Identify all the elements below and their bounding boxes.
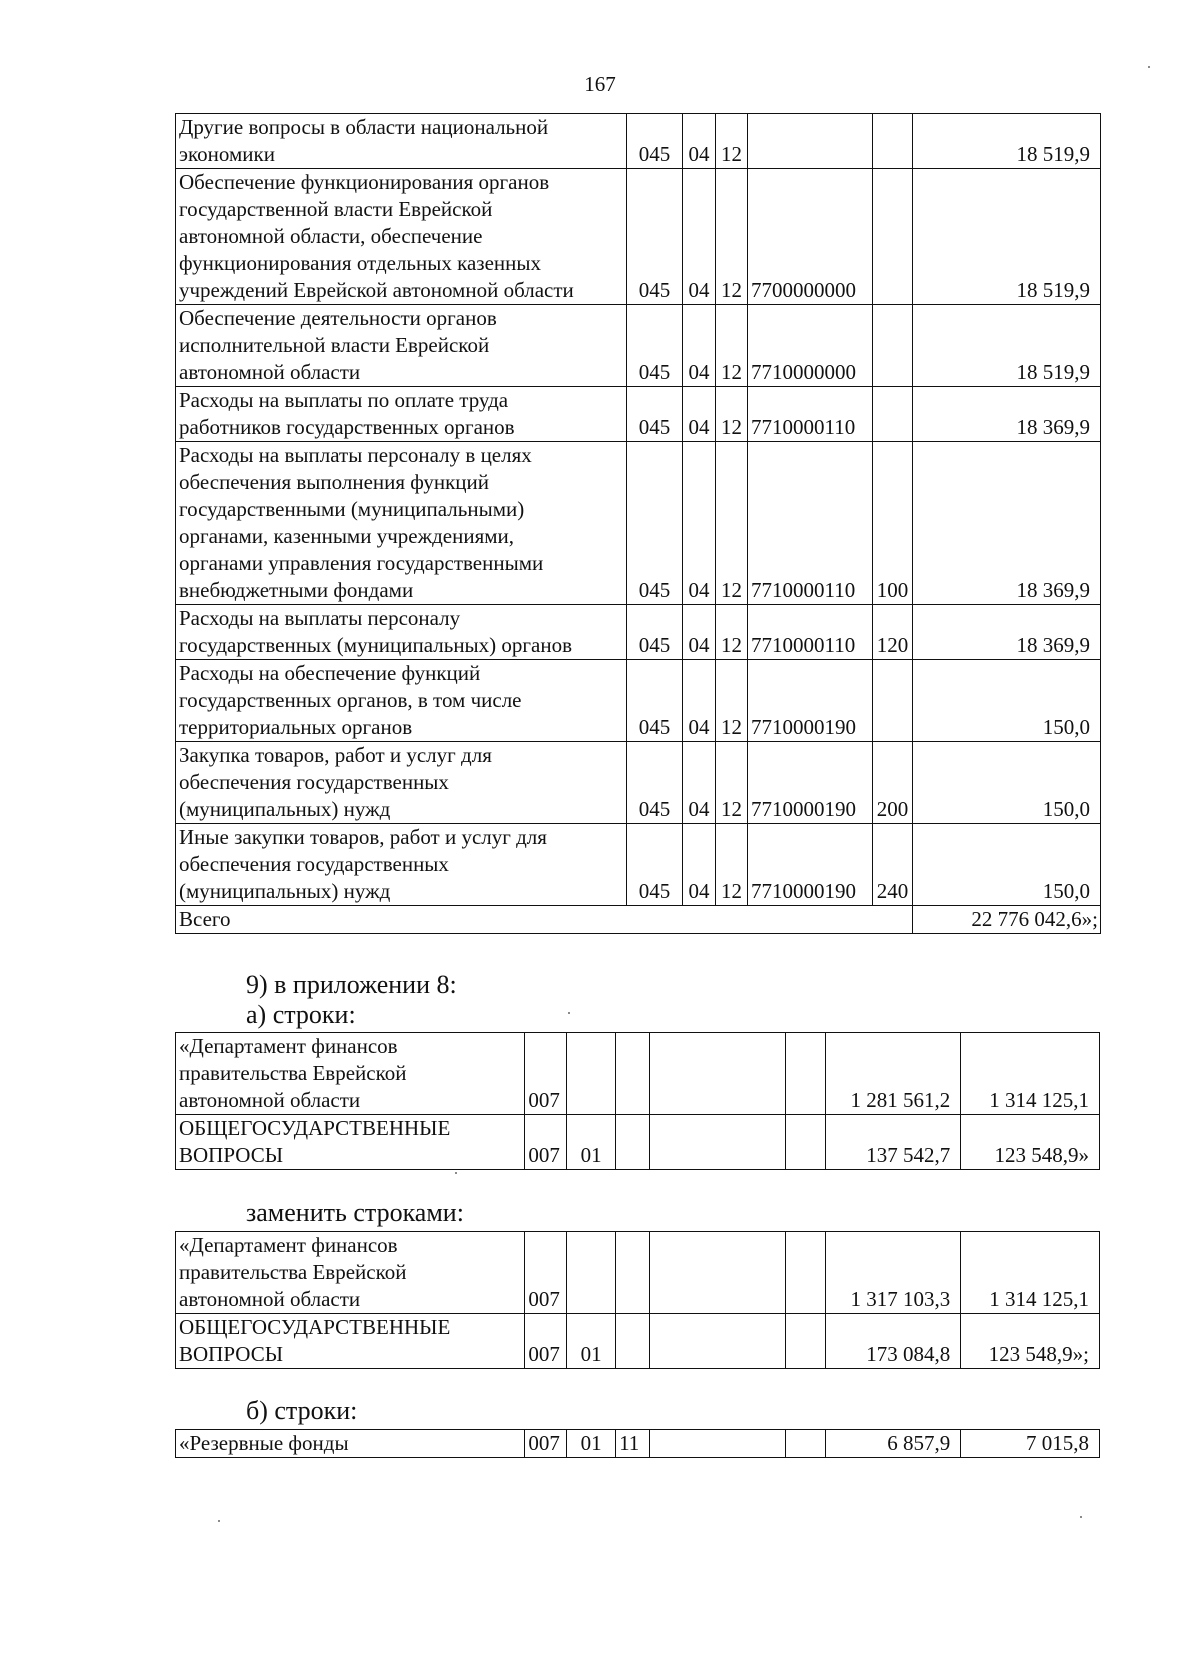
- cell-pr: 12: [716, 169, 748, 305]
- cell-sum-year1: 137 542,7: [825, 1115, 961, 1170]
- cell-sum-year2: 1 314 125,1: [961, 1033, 1100, 1115]
- cell-vr: [873, 114, 913, 169]
- cell-rz: 04: [683, 742, 716, 824]
- cell-csr: 7710000190: [748, 742, 873, 824]
- row-name: Другие вопросы в области национальной экономики: [176, 114, 627, 169]
- cell-vr: [873, 660, 913, 742]
- cell-rz: 04: [683, 605, 716, 660]
- cell-gr: 045: [627, 824, 683, 906]
- cell-gr: 007: [525, 1115, 567, 1170]
- budget-row: [176, 114, 1101, 169]
- cell-gr: 045: [627, 387, 683, 442]
- row-name: Закупка товаров, работ и услуг для обеспечения государственных (муниципальных) нужд: [176, 742, 627, 824]
- cell-gr: 045: [627, 305, 683, 387]
- scan-speck: [455, 1172, 457, 1174]
- cell-gr: 007: [525, 1314, 567, 1369]
- cell-sum-year1: 1 317 103,3: [825, 1232, 961, 1314]
- cell-sum-year2: 1 314 125,1: [961, 1232, 1100, 1314]
- cell-gr: 045: [627, 114, 683, 169]
- new-rows-table: [175, 1231, 1100, 1369]
- cell-sum-year1: 1 281 561,2: [825, 1033, 961, 1115]
- cell-sum-year1: 173 084,8: [825, 1314, 961, 1369]
- cell-gr: 007: [525, 1232, 567, 1314]
- cell-gr: 045: [627, 442, 683, 605]
- cell-csr: 7710000000: [748, 305, 873, 387]
- cell-sum: 18 519,9: [913, 305, 1101, 387]
- cell-rz: 04: [683, 824, 716, 906]
- cell-sum-year1: 6 857,9: [825, 1430, 961, 1458]
- cell-pr: 12: [716, 305, 748, 387]
- scan-speck: [1148, 66, 1150, 68]
- cell-vr: [873, 305, 913, 387]
- row-name: Обеспечение функционирования органов государственной власти Еврейской автономной области, обеспечение функционирования отдельных казенных учреждений Еврейской автономной области: [176, 169, 627, 305]
- cell-csr: 7710000110: [748, 605, 873, 660]
- cell-pr: [616, 1115, 650, 1170]
- cell-vr: 120: [873, 605, 913, 660]
- row-name: ОБЩЕГОСУДАРСТВЕННЫЕ ВОПРОСЫ: [176, 1314, 525, 1369]
- replace-heading: заменить строками:: [246, 1198, 464, 1227]
- cell-rz: 04: [683, 660, 716, 742]
- cell-rz: 01: [567, 1115, 616, 1170]
- cell-csr: [650, 1115, 786, 1170]
- cell-pr: 12: [716, 742, 748, 824]
- cell-gr: 045: [627, 660, 683, 742]
- cell-sum-year2: 7 015,8: [961, 1430, 1100, 1458]
- cell-rz: 04: [683, 305, 716, 387]
- cell-gr: 007: [525, 1033, 567, 1115]
- row-name: Расходы на выплаты персоналу в целях обеспечения выполнения функций государственными (муниципальными) органами, казенными учреждениями, органами управления государственными внебюджетными фондами: [176, 442, 627, 605]
- total-row: [176, 906, 1101, 934]
- cell-rz: 01: [567, 1430, 616, 1458]
- cell-sum: 18 369,9: [913, 442, 1101, 605]
- cell-sum: 150,0: [913, 824, 1101, 906]
- row-name: «Департамент финансов правительства Еврейской автономной области: [176, 1033, 525, 1115]
- row-name: «Резервные фонды: [176, 1430, 525, 1458]
- budget-row: [176, 1430, 1100, 1458]
- cell-csr: [650, 1033, 786, 1115]
- cell-gr: 007: [525, 1430, 567, 1458]
- budget-row: [176, 442, 1101, 605]
- row-name: «Департамент финансов правительства Еврейской автономной области: [176, 1232, 525, 1314]
- cell-sum-year2: 123 548,9»;: [961, 1314, 1100, 1369]
- scan-speck: [1080, 1516, 1082, 1518]
- reserve-rows-table: [175, 1429, 1100, 1458]
- cell-csr: 7710000110: [748, 442, 873, 605]
- cell-csr: [650, 1232, 786, 1314]
- total-label: Всего: [176, 906, 913, 934]
- row-name: ОБЩЕГОСУДАРСТВЕННЫЕ ВОПРОСЫ: [176, 1115, 525, 1170]
- cell-pr: 12: [716, 442, 748, 605]
- cell-rz: 04: [683, 442, 716, 605]
- budget-row: [176, 387, 1101, 442]
- row-name: Расходы на обеспечение функций государственных органов, в том числе территориальных органов: [176, 660, 627, 742]
- cell-csr: 7710000110: [748, 387, 873, 442]
- cell-csr: 7700000000: [748, 169, 873, 305]
- cell-pr: [616, 1033, 650, 1115]
- cell-sum: 18 369,9: [913, 605, 1101, 660]
- cell-pr: [616, 1314, 650, 1369]
- cell-vr: 200: [873, 742, 913, 824]
- cell-gr: 045: [627, 605, 683, 660]
- budget-row: [176, 660, 1101, 742]
- cell-sum: 150,0: [913, 742, 1101, 824]
- row-name: Обеспечение деятельности органов исполнительной власти Еврейской автономной области: [176, 305, 627, 387]
- cell-vr: [786, 1033, 826, 1115]
- cell-csr: [650, 1430, 786, 1458]
- cell-gr: 045: [627, 742, 683, 824]
- cell-vr: 240: [873, 824, 913, 906]
- cell-sum-year2: 123 548,9»: [961, 1115, 1100, 1170]
- budget-row: [176, 605, 1101, 660]
- cell-pr: 12: [716, 660, 748, 742]
- budget-row: [176, 169, 1101, 305]
- page-number: 167: [584, 72, 616, 96]
- cell-vr: [873, 387, 913, 442]
- cell-sum: 18 369,9: [913, 387, 1101, 442]
- cell-pr: 12: [716, 114, 748, 169]
- cell-csr: [748, 114, 873, 169]
- cell-rz: [567, 1033, 616, 1115]
- cell-sum: 18 519,9: [913, 169, 1101, 305]
- budget-row: [176, 742, 1101, 824]
- budget-row: [176, 1232, 1100, 1314]
- budget-table-main: [175, 113, 1101, 934]
- row-name: Расходы на выплаты персоналу государственных (муниципальных) органов: [176, 605, 627, 660]
- cell-rz: 04: [683, 169, 716, 305]
- cell-sum: 18 519,9: [913, 114, 1101, 169]
- cell-rz: 04: [683, 387, 716, 442]
- budget-row: [176, 1314, 1100, 1369]
- cell-rz: [567, 1232, 616, 1314]
- cell-csr: 7710000190: [748, 824, 873, 906]
- item-9-heading: 9) в приложении 8:: [246, 970, 457, 999]
- cell-vr: [786, 1314, 826, 1369]
- row-name: Расходы на выплаты по оплате труда работников государственных органов: [176, 387, 627, 442]
- scan-speck: [568, 1012, 570, 1014]
- cell-vr: [786, 1430, 826, 1458]
- subitem-b-heading: б) строки:: [246, 1396, 358, 1425]
- budget-row: [176, 305, 1101, 387]
- budget-row: [176, 1115, 1100, 1170]
- cell-sum: 150,0: [913, 660, 1101, 742]
- cell-csr: [650, 1314, 786, 1369]
- cell-pr: 12: [716, 824, 748, 906]
- cell-gr: 045: [627, 169, 683, 305]
- cell-rz: 04: [683, 114, 716, 169]
- budget-row: [176, 1033, 1100, 1115]
- cell-pr: 12: [716, 387, 748, 442]
- row-name: Иные закупки товаров, работ и услуг для обеспечения государственных (муниципальных) нужд: [176, 824, 627, 906]
- budget-row: [176, 824, 1101, 906]
- old-rows-table: [175, 1032, 1100, 1170]
- cell-pr: 12: [716, 605, 748, 660]
- cell-csr: 7710000190: [748, 660, 873, 742]
- cell-pr: [616, 1232, 650, 1314]
- scan-speck: [218, 1520, 220, 1522]
- cell-vr: [786, 1232, 826, 1314]
- subitem-a-heading: а) строки:: [246, 1000, 356, 1029]
- cell-vr: [786, 1115, 826, 1170]
- cell-vr: 100: [873, 442, 913, 605]
- cell-vr: [873, 169, 913, 305]
- cell-pr: 11: [616, 1430, 650, 1458]
- cell-rz: 01: [567, 1314, 616, 1369]
- total-value: 22 776 042,6»;: [913, 906, 1101, 934]
